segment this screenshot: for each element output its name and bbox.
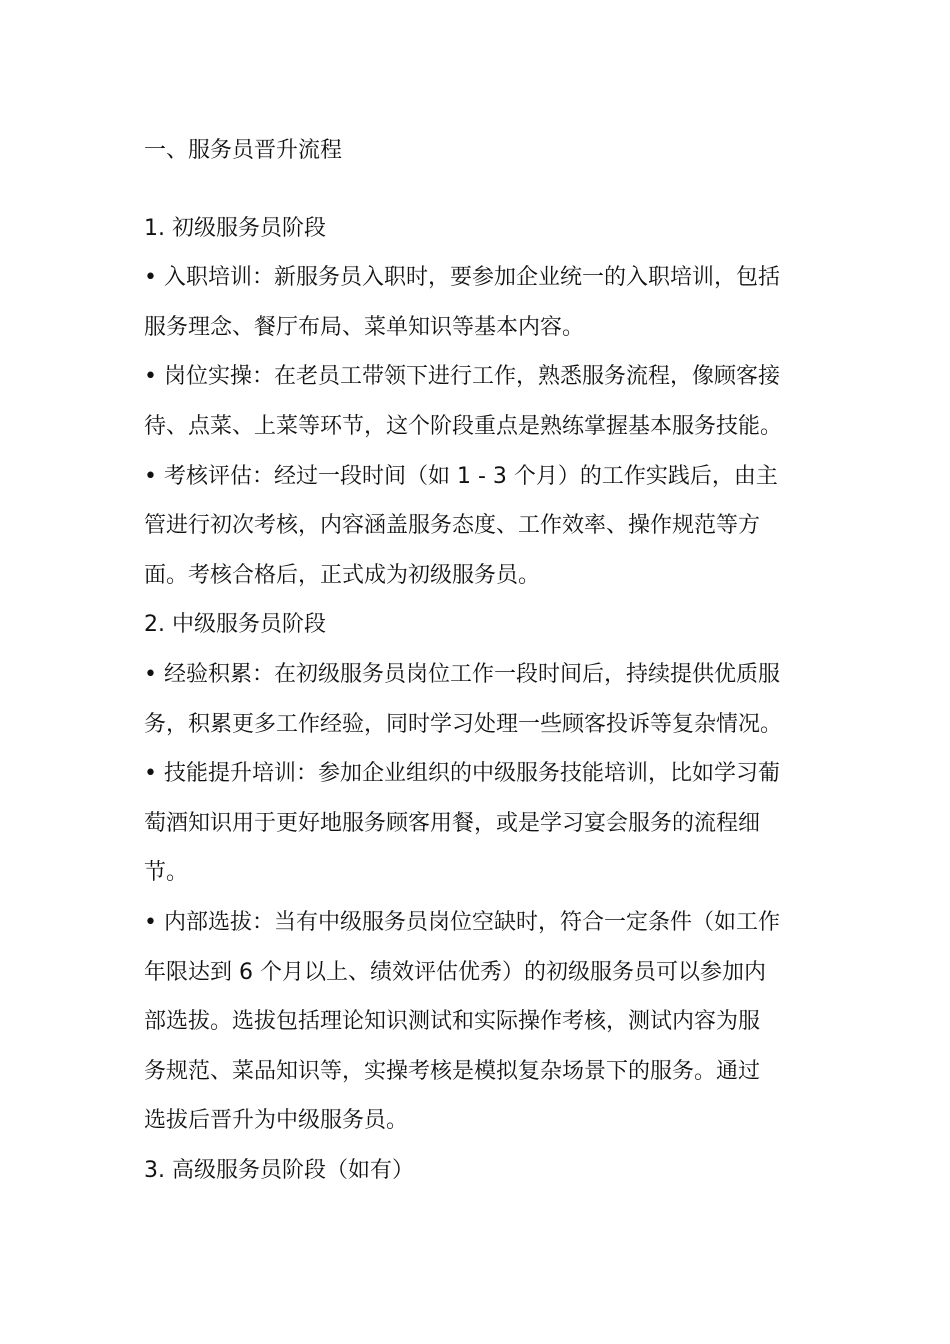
text-line: • 经验积累：在初级服务员岗位工作一段时间后，持续提供优质服 [144,661,780,687]
heading-intermediate-stage: 2. 中级服务员阶段 [144,612,326,638]
text-line: 面。考核合格后，正式成为初级服务员。 [144,562,541,588]
text-line: 萄酒知识用于更好地服务顾客用餐，或是学习宴会服务的流程细 [144,810,761,836]
text-line: • 内部选拔：当有中级服务员岗位空缺时，符合一定条件（如工作 [144,909,780,935]
heading-junior-stage: 1. 初级服务员阶段 [144,215,326,241]
text-line: 节。 [144,860,189,886]
text-line: 部选拔。选拔包括理论知识测试和实际操作考核，测试内容为服 [144,1009,761,1035]
section-title: 一、服务员晋升流程 [144,138,343,163]
text-line: 管进行初次考核，内容涵盖服务态度、工作效率、操作规范等方 [144,513,761,539]
text-line: 待、点菜、上菜等环节，这个阶段重点是熟练掌握基本服务技能。 [144,413,783,439]
text-line: • 入职培训：新服务员入职时，要参加企业统一的入职培训，包括 [144,265,780,291]
text-line: 选拔后晋升为中级服务员。 [144,1108,409,1134]
text-line: • 岗位实操：在老员工带领下进行工作，熟悉服务流程，像顾客接 [144,364,780,390]
text-line: 年限达到 6 个月以上、绩效评估优秀）的初级服务员可以参加内 [144,959,766,985]
text-line: 务规范、菜品知识等，实操考核是模拟复杂场景下的服务。通过 [144,1058,761,1084]
document-page [144,126,808,1195]
text-line: • 考核评估：经过一段时间（如 1 - 3 个月）的工作实践后，由主 [144,463,778,489]
heading-senior-stage: 3. 高级服务员阶段（如有） [144,1157,414,1183]
text-line: 服务理念、餐厅布局、菜单知识等基本内容。 [144,314,585,340]
text-line: 务，积累更多工作经验，同时学习处理一些顾客投诉等复杂情况。 [144,711,783,737]
text-line: • 技能提升培训：参加企业组织的中级服务技能培训，比如学习葡 [144,761,780,787]
